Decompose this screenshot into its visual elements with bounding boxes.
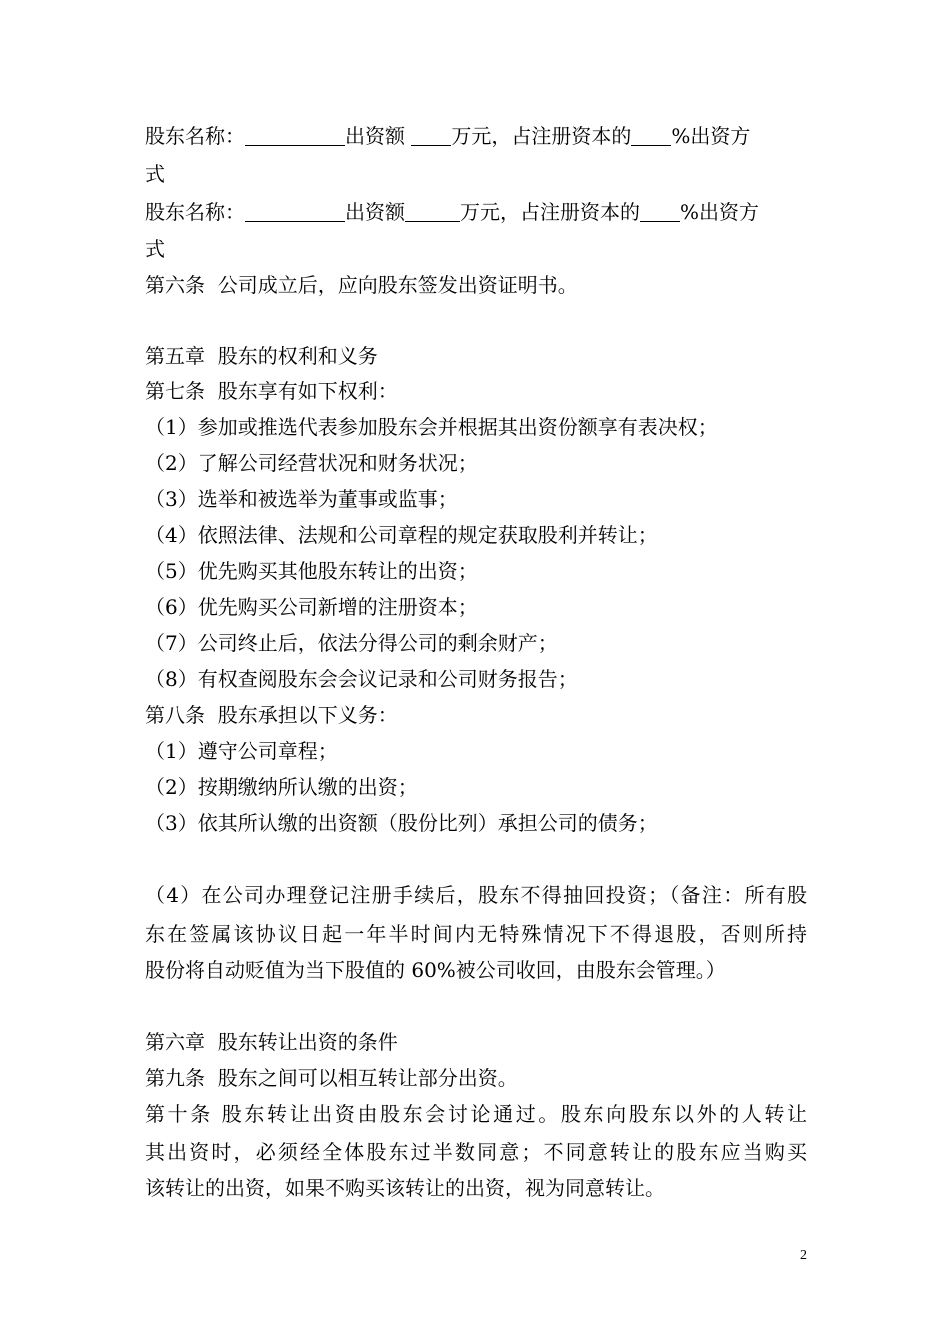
page-number: 2 xyxy=(800,1248,807,1263)
amount-blank xyxy=(411,125,451,146)
capital-label: 出资额 xyxy=(345,200,405,224)
shareholder-line-2-cont: 式 xyxy=(145,237,165,261)
name-blank xyxy=(245,201,345,222)
ratio-label: 万元，占注册资本的 xyxy=(460,200,640,224)
shareholder-name-label: 股东名称： xyxy=(145,124,245,148)
capital-label: 出资额 xyxy=(345,124,405,148)
shareholder-line-1 xyxy=(145,124,750,148)
article-7: 第七条 股东享有如下权利： xyxy=(145,379,398,403)
shareholder-name-label: 股东名称： xyxy=(145,200,245,224)
right-item-2: （2）了解公司经营状况和财务状况； xyxy=(145,451,478,475)
right-item-8: （8）有权查阅股东会会议记录和公司财务报告； xyxy=(145,667,578,691)
article-10-line-1: 第十条 股东转让出资由股东会讨论通过。股东向股东以外的人转让 xyxy=(145,1102,807,1126)
duty-item-4-line-3: 股份将自动贬值为当下股值的 60%被公司收回，由股东会管理。） xyxy=(145,958,726,982)
shareholder-line-1-cont: 式 xyxy=(145,162,165,186)
duty-item-4-line-1: （4）在公司办理登记注册手续后，股东不得抽回投资；（备注：所有股 xyxy=(145,883,807,907)
right-item-6: （6）优先购买公司新增的注册资本； xyxy=(145,595,478,619)
right-item-3: （3）选举和被选举为董事或监事； xyxy=(145,487,458,511)
right-item-4: （4）依照法律、法规和公司章程的规定获取股利并转让； xyxy=(145,523,658,547)
article-10-line-3: 该转让的出资，如果不购买该转让的出资，视为同意转让。 xyxy=(145,1176,665,1200)
article-9: 第九条 股东之间可以相互转让部分出资。 xyxy=(145,1066,518,1090)
duty-item-3: （3）依其所认缴的出资额（股份比列）承担公司的债务； xyxy=(145,811,658,835)
right-item-5: （5）优先购买其他股东转让的出资； xyxy=(145,559,478,583)
right-item-7: （7）公司终止后，依法分得公司的剩余财产； xyxy=(145,631,558,655)
name-blank xyxy=(245,125,345,146)
ratio-label: 万元，占注册资本的 xyxy=(451,124,632,148)
percent-blank xyxy=(631,125,671,146)
method-label: %出资方 xyxy=(671,124,751,148)
shareholder-line-2 xyxy=(145,200,759,224)
article-10-line-2: 其出资时，必须经全体股东过半数同意；不同意转让的股东应当购买 xyxy=(145,1140,807,1164)
chapter-5-heading: 第五章 股东的权利和义务 xyxy=(145,344,378,368)
duty-item-2: （2）按期缴纳所认缴的出资； xyxy=(145,775,418,799)
article-6: 第六条 公司成立后，应向股东签发出资证明书。 xyxy=(145,273,578,297)
amount-blank xyxy=(405,201,460,222)
percent-blank xyxy=(640,201,680,222)
duty-item-1: （1）遵守公司章程； xyxy=(145,739,338,763)
chapter-6-heading: 第六章 股东转让出资的条件 xyxy=(145,1030,398,1054)
right-item-1: （1）参加或推选代表参加股东会并根据其出资份额享有表决权； xyxy=(145,415,718,439)
article-8: 第八条 股东承担以下义务： xyxy=(145,703,398,727)
duty-item-4-line-2: 东在签属该协议日起一年半时间内无特殊情况下不得退股，否则所持 xyxy=(145,922,807,946)
method-label: %出资方 xyxy=(680,200,760,224)
